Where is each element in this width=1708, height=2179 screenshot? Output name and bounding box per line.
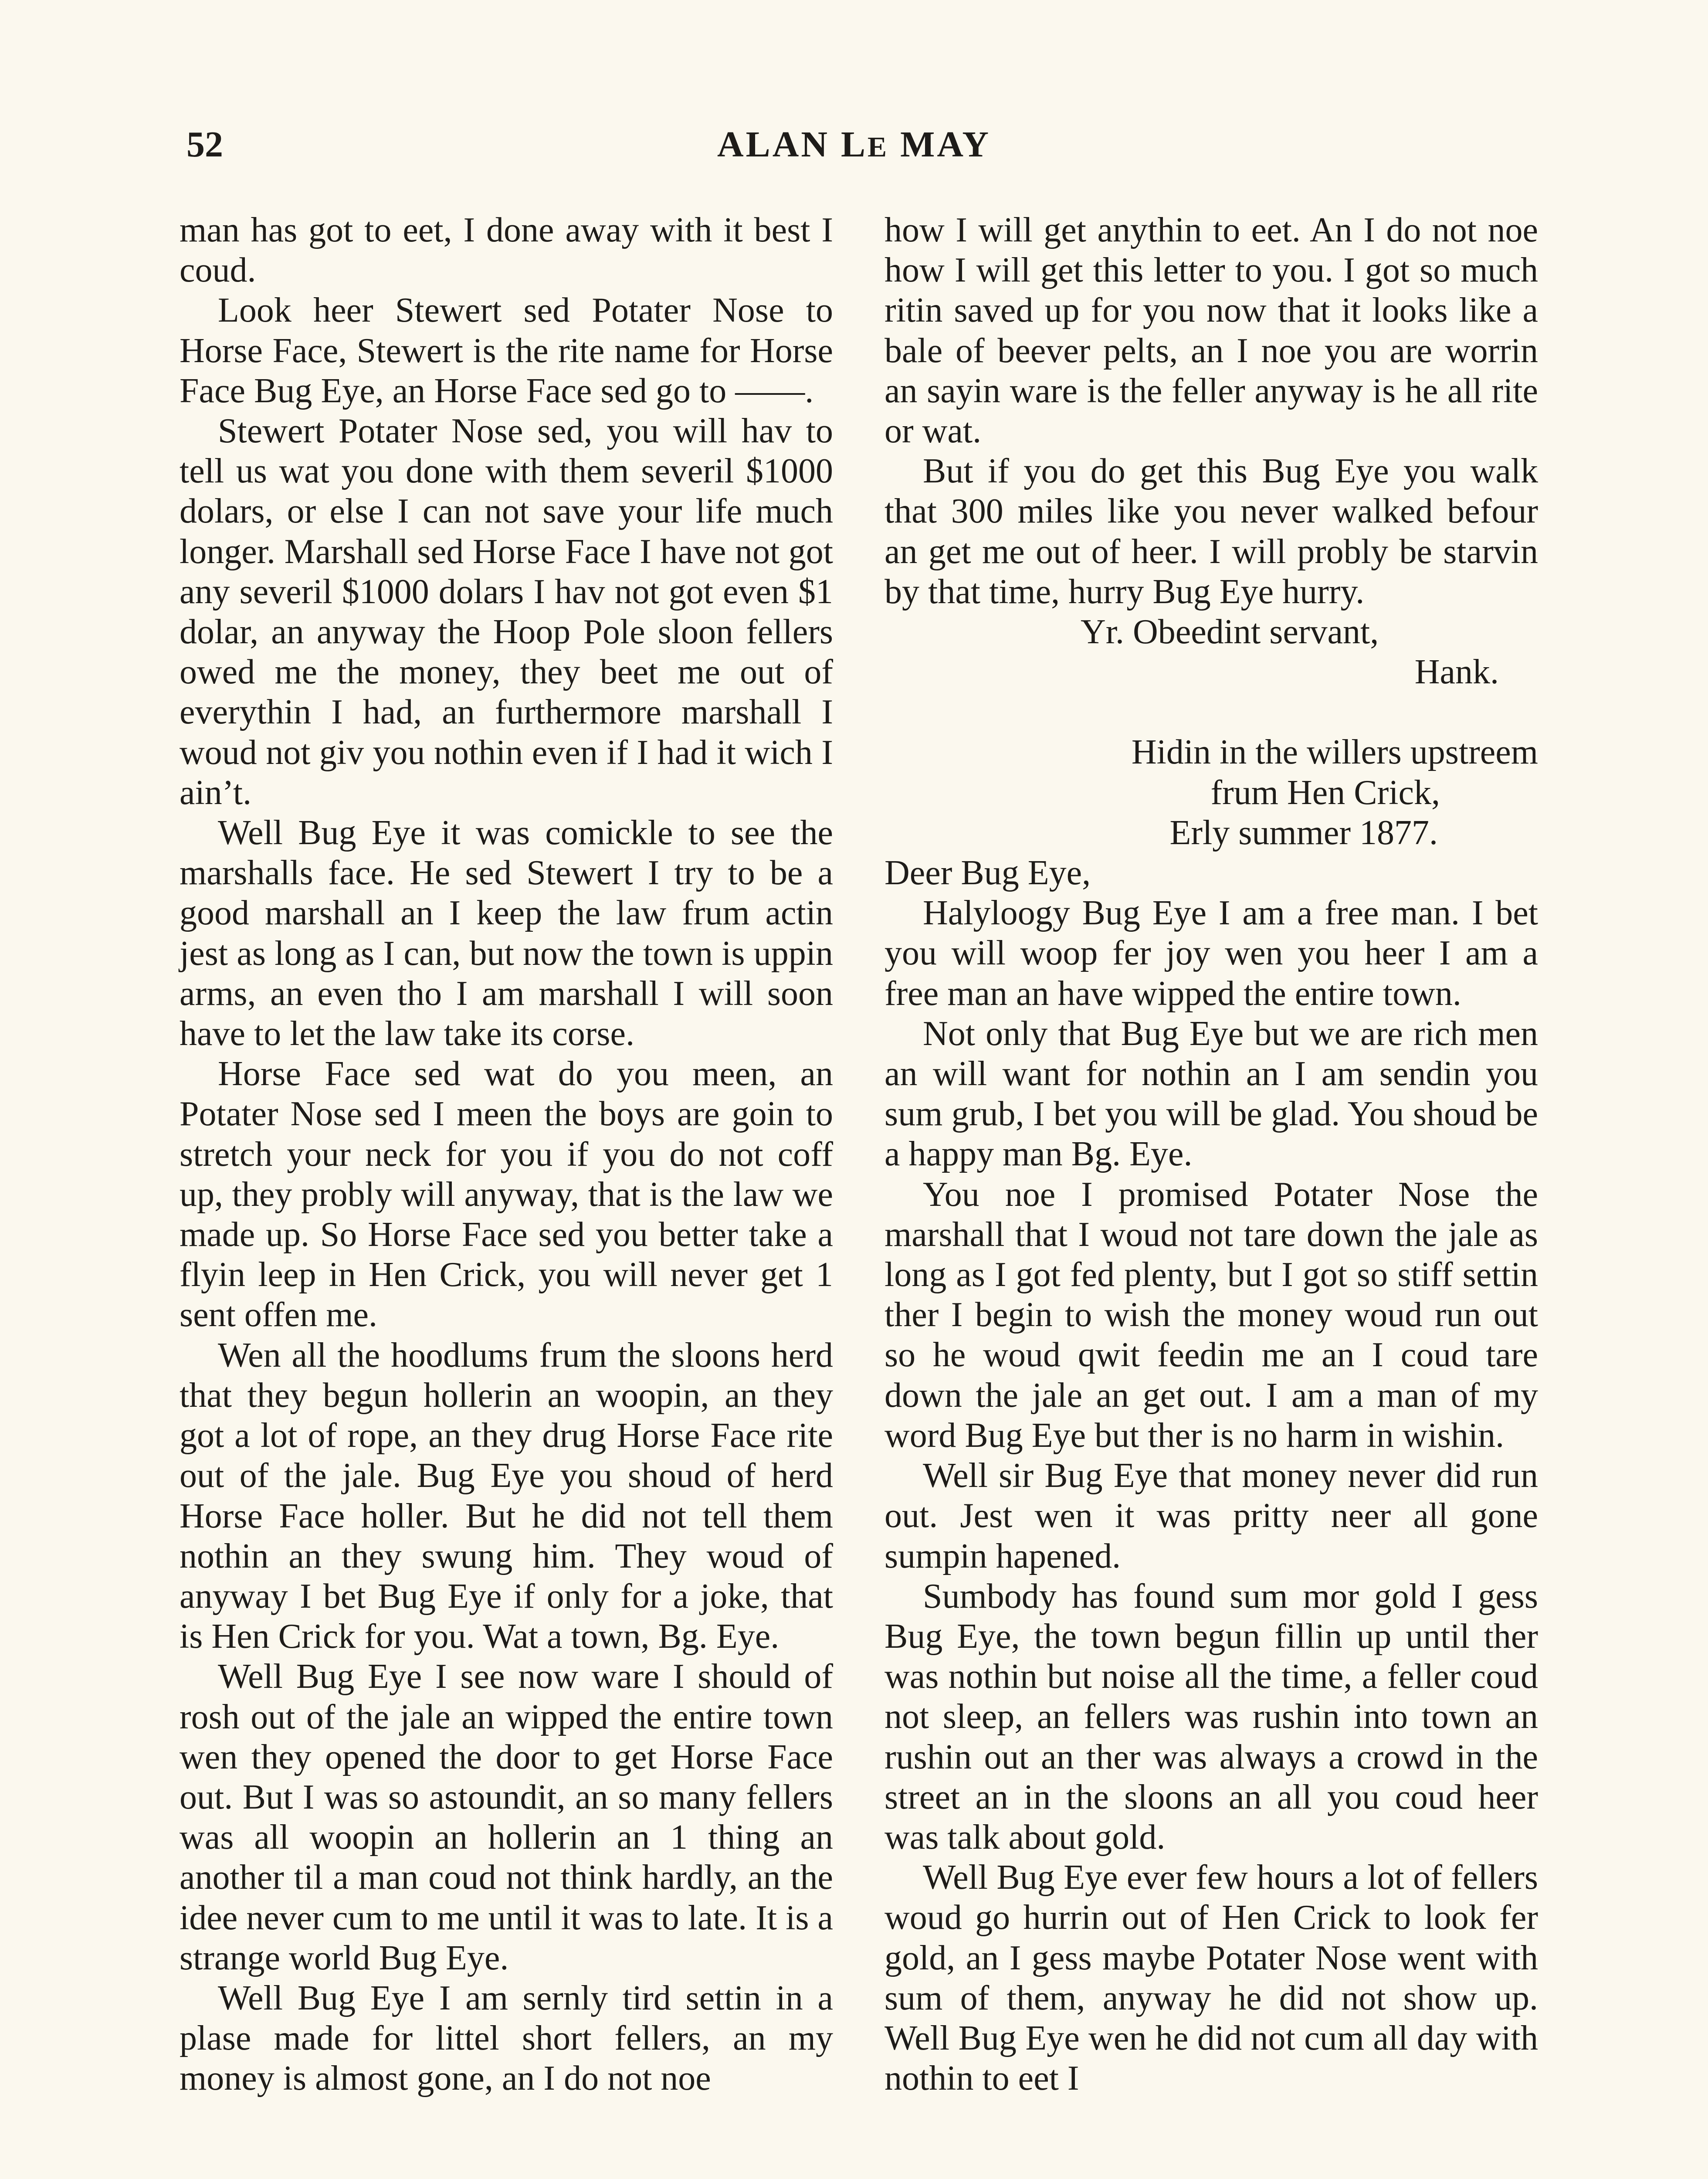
paragraph: Well Bug Eye I see now ware I should of rosh out of the jale an wipped the entire town wen they opened the door to get Horse Face out. But I was so astoundit, an so many fellers was all woopin an hollerin an 1 thing an another til a man coud not think hardly, an the idee never cum to me until it was to late. It is a strange world Bug Eye. bbox=[180, 1657, 833, 1977]
paragraph: Well Bug Eye I am sernly tird settin in a plase made for littel short fellers, an my money is almost gone, an I do not noe bbox=[180, 1979, 833, 2098]
letter-dateline bbox=[884, 732, 1538, 853]
paragraph: Not only that Bug Eye but we are rich men an will want for nothin an I am sendin you sum grub, I bet you will be glad. You shoud be a happy man Bg. Eye. bbox=[884, 1014, 1538, 1174]
paragraph: Well Bug Eye it was comickle to see the marshalls face. He sed Stewert I try to be a good marshall an I keep the law frum actin jest as long as I can, but now the town is uppin arms, an even tho I am marshall I will soon have to let the law take its corse. bbox=[180, 814, 833, 1053]
dateline-line: Hidin in the willers upstreem bbox=[1131, 733, 1538, 772]
page-number: 52 bbox=[186, 124, 223, 165]
left-text-column bbox=[180, 210, 833, 2179]
author-last-name: MAY bbox=[889, 124, 991, 165]
author-first-name: ALAN bbox=[717, 124, 841, 165]
paragraph: Well sir Bug Eye that money never did run out. Jest wen it was pritty neer all gone sumpin hapened. bbox=[884, 1456, 1538, 1575]
author-le-initial: L bbox=[841, 124, 868, 165]
running-head-author bbox=[0, 126, 1708, 163]
page-header bbox=[0, 0, 1708, 183]
paragraph: Look heer Stewert sed Potater Nose to Horse Face, Stewert is the rite name for Horse Face Bug Eye, an Horse Face sed go to ——. bbox=[180, 291, 833, 410]
letter-salutation: Deer Bug Eye, bbox=[884, 854, 1091, 893]
paragraph: how I will get anythin to eet. An I do not noe how I will get this letter to you. I got so much ritin saved up for you now that it looks like a bale of beever pelts, an I noe you are worrin an sayin ware is the feller anyway is he all rite or wat. bbox=[884, 211, 1538, 451]
paragraph: But if you do get this Bug Eye you walk that 300 miles like you never walked befour an get me out of heer. I will probly be starvin by that time, hurry Bug Eye hurry. bbox=[884, 452, 1538, 611]
letter-closing: Yr. Obeedint servant, bbox=[1081, 613, 1379, 652]
author-le-rest: E bbox=[868, 131, 889, 163]
dateline-line: Erly summer 1877. bbox=[1169, 813, 1438, 852]
paragraph: Horse Face sed wat do you meen, an Potater Nose sed I meen the boys are goin to stretch your neck for you if you do not coff up, they probly will anyway, that is the law we made up. So Horse Face sed you better take a flyin leep in Hen Crick, you will never get 1 sent offen me. bbox=[180, 1055, 833, 1334]
paragraph: You noe I promised Potater Nose the marshall that I woud not tare down the jale as long as I got fed plenty, but I got so stiff settin ther I begin to wish the money woud run out so he woud qwit feedin me an I coud tare down the jale an get out. I am a man of my word Bug Eye but ther is no harm in wishin. bbox=[884, 1175, 1538, 1455]
paragraph: Halyloogy Bug Eye I am a free man. I bet you will woop fer joy wen you heer I am a free man an have wipped the entire town. bbox=[884, 894, 1538, 1013]
right-text-column bbox=[884, 210, 1538, 2179]
letter-signature: Hank. bbox=[1414, 653, 1499, 692]
dateline-line: frum Hen Crick, bbox=[1210, 773, 1440, 812]
paragraph: man has got to eet, I done away with it best I coud. bbox=[180, 211, 833, 290]
paragraph: Sumbody has found sum mor gold I gess Bug Eye, the town begun fillin up until ther was nothin but noise all the time, a feller coud not sleep, an fellers was rushin into town an rushin out an ther was always a crowd in the street an in the sloons an all you coud heer was talk about gold. bbox=[884, 1577, 1538, 1857]
paragraph: Well Bug Eye ever few hours a lot of fellers woud go hurrin out of Hen Crick to look fer gold, an I gess maybe Potater Nose went with sum of them, anyway he did not show up. Well Bug Eye wen he did not cum all day with nothin to eet I bbox=[884, 1858, 1538, 2098]
paragraph: Wen all the hoodlums frum the sloons herd that they begun hollerin an woopin, an they got a lot of rope, an they drug Horse Face rite out of the jale. Bug Eye you shoud of herd Horse Face holler. But he did not tell them nothin an they swung him. They woud of anyway I bet Bug Eye if only for a joke, that is Hen Crick for you. Wat a town, Bg. Eye. bbox=[180, 1336, 833, 1656]
paragraph: Stewert Potater Nose sed, you will hav to tell us wat you done with them severil $1000 dolars, or else I can not save your life much longer. Marshall sed Horse Face I have not got any severil $1000 dolars I hav not got even $1 dolar, an anyway the Hoop Pole sloon fellers owed me the money, they beet me out of everythin I had, an furthermore marshall I woud not giv you nothin even if I had it wich I ain’t. bbox=[180, 412, 833, 812]
